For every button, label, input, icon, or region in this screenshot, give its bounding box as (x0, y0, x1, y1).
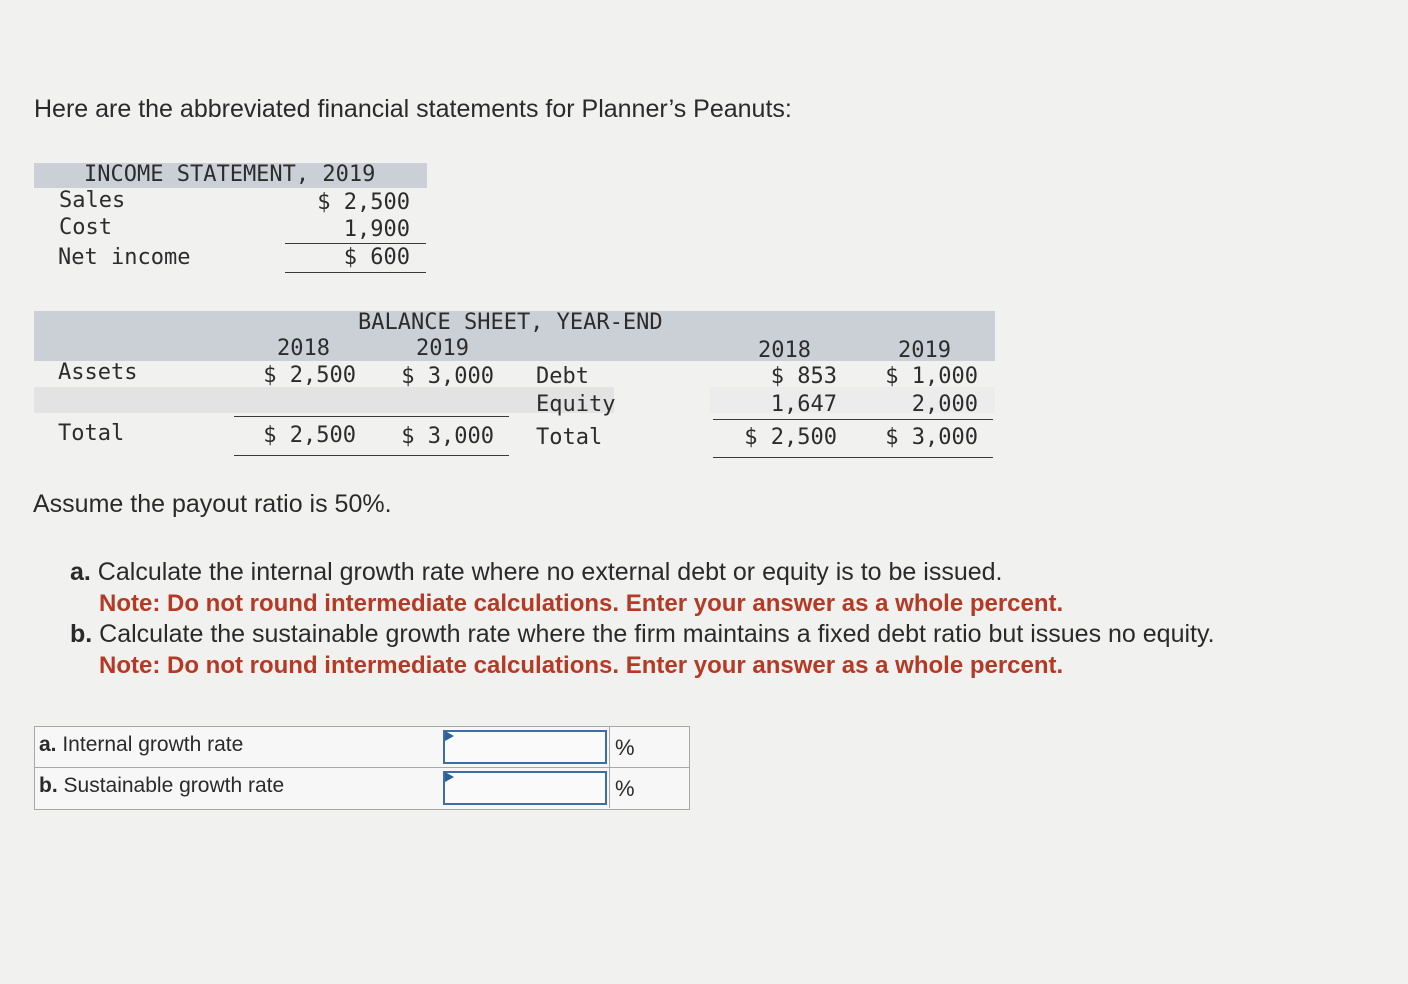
is-label-cost: Cost (59, 215, 112, 240)
question-a-prefix: a. (70, 558, 91, 586)
answer-label-sustainable-growth (39, 774, 284, 798)
bs-label-assets-total: Total (58, 421, 125, 446)
is-total-rule (285, 272, 426, 273)
bs-label-assets: Assets (58, 360, 138, 385)
answer-label-b-text: Sustainable growth rate (57, 774, 285, 797)
bs-label-debt: Debt (536, 364, 589, 389)
unit-divider (609, 727, 610, 767)
balance-sheet-title: BALANCE SHEET, YEAR-END (358, 310, 663, 335)
payout-assumption: Assume the payout ratio is 50%. (33, 490, 392, 518)
problem-intro: Here are the abbreviated financial statements for Planner’s Peanuts: (34, 95, 792, 123)
question-a (70, 558, 1003, 587)
bs-assets-year-2019: 2019 (416, 336, 469, 361)
is-subtotal-rule (285, 243, 426, 244)
is-value-cost: 1,900 (343, 217, 410, 242)
internal-growth-rate-input[interactable] (443, 730, 607, 764)
answer-label-a-text: Internal growth rate (56, 733, 244, 756)
question-a-note: Note: Do not round intermediate calculations. Enter your answer as a whole percent. (99, 590, 1064, 617)
bs-liab-total-2018: $ 2,500 (744, 425, 837, 450)
question-b-text: Calculate the sustainable growth rate where the firm maintains a fixed debt ratio but issues no equity. (92, 620, 1215, 648)
bs-liab-total-2019: $ 3,000 (885, 425, 978, 450)
answer-label-internal-growth (39, 733, 243, 757)
bs-equity-2019: 2,000 (911, 392, 978, 417)
bs-assets-subtotal-rule (234, 416, 509, 417)
bs-assets-year-2018: 2018 (277, 336, 330, 361)
question-b-prefix: b. (70, 620, 93, 648)
bs-liab-year-2019: 2019 (898, 338, 951, 363)
input-flag-icon (445, 731, 454, 741)
is-label-sales: Sales (59, 188, 126, 213)
is-value-net-income: $ 600 (343, 245, 410, 270)
answer-label-a-prefix: a. (39, 733, 57, 756)
input-flag-icon (445, 772, 454, 782)
answer-label-b-prefix: b. (39, 774, 58, 797)
question-b-note: Note: Do not round intermediate calculations. Enter your answer as a whole percent. (99, 652, 1064, 679)
income-statement-title: INCOME STATEMENT, 2019 (84, 162, 376, 187)
percent-unit-b: % (615, 776, 635, 801)
unit-divider (609, 768, 610, 808)
bs-assets-total-rule (234, 455, 509, 456)
bs-debt-2018: $ 853 (770, 364, 837, 389)
is-label-net-income: Net income (58, 245, 191, 270)
bs-label-equity: Equity (536, 392, 616, 417)
bs-liab-total-rule (713, 457, 993, 458)
sustainable-growth-rate-input[interactable] (443, 771, 607, 805)
question-b (70, 620, 1215, 649)
balance-sheet-row-band-left (34, 387, 614, 413)
bs-equity-2018: 1,647 (770, 392, 837, 417)
answer-row-sustainable-growth (35, 767, 689, 808)
bs-assets-total-2018: $ 2,500 (263, 423, 356, 448)
question-a-text: Calculate the internal growth rate where no external debt or equity is to be issued. (90, 558, 1003, 586)
percent-unit-a: % (615, 735, 635, 760)
bs-assets-2018: $ 2,500 (263, 363, 356, 388)
bs-assets-total-2019: $ 3,000 (401, 424, 494, 449)
bs-assets-2019: $ 3,000 (401, 364, 494, 389)
is-value-sales: $ 2,500 (317, 190, 410, 215)
bs-liab-year-2018: 2018 (758, 338, 811, 363)
answer-row-internal-growth (35, 727, 689, 767)
answer-table (34, 726, 690, 810)
bs-debt-2019: $ 1,000 (885, 364, 978, 389)
bs-label-liab-total: Total (536, 425, 603, 450)
bs-liab-subtotal-rule (713, 419, 993, 420)
